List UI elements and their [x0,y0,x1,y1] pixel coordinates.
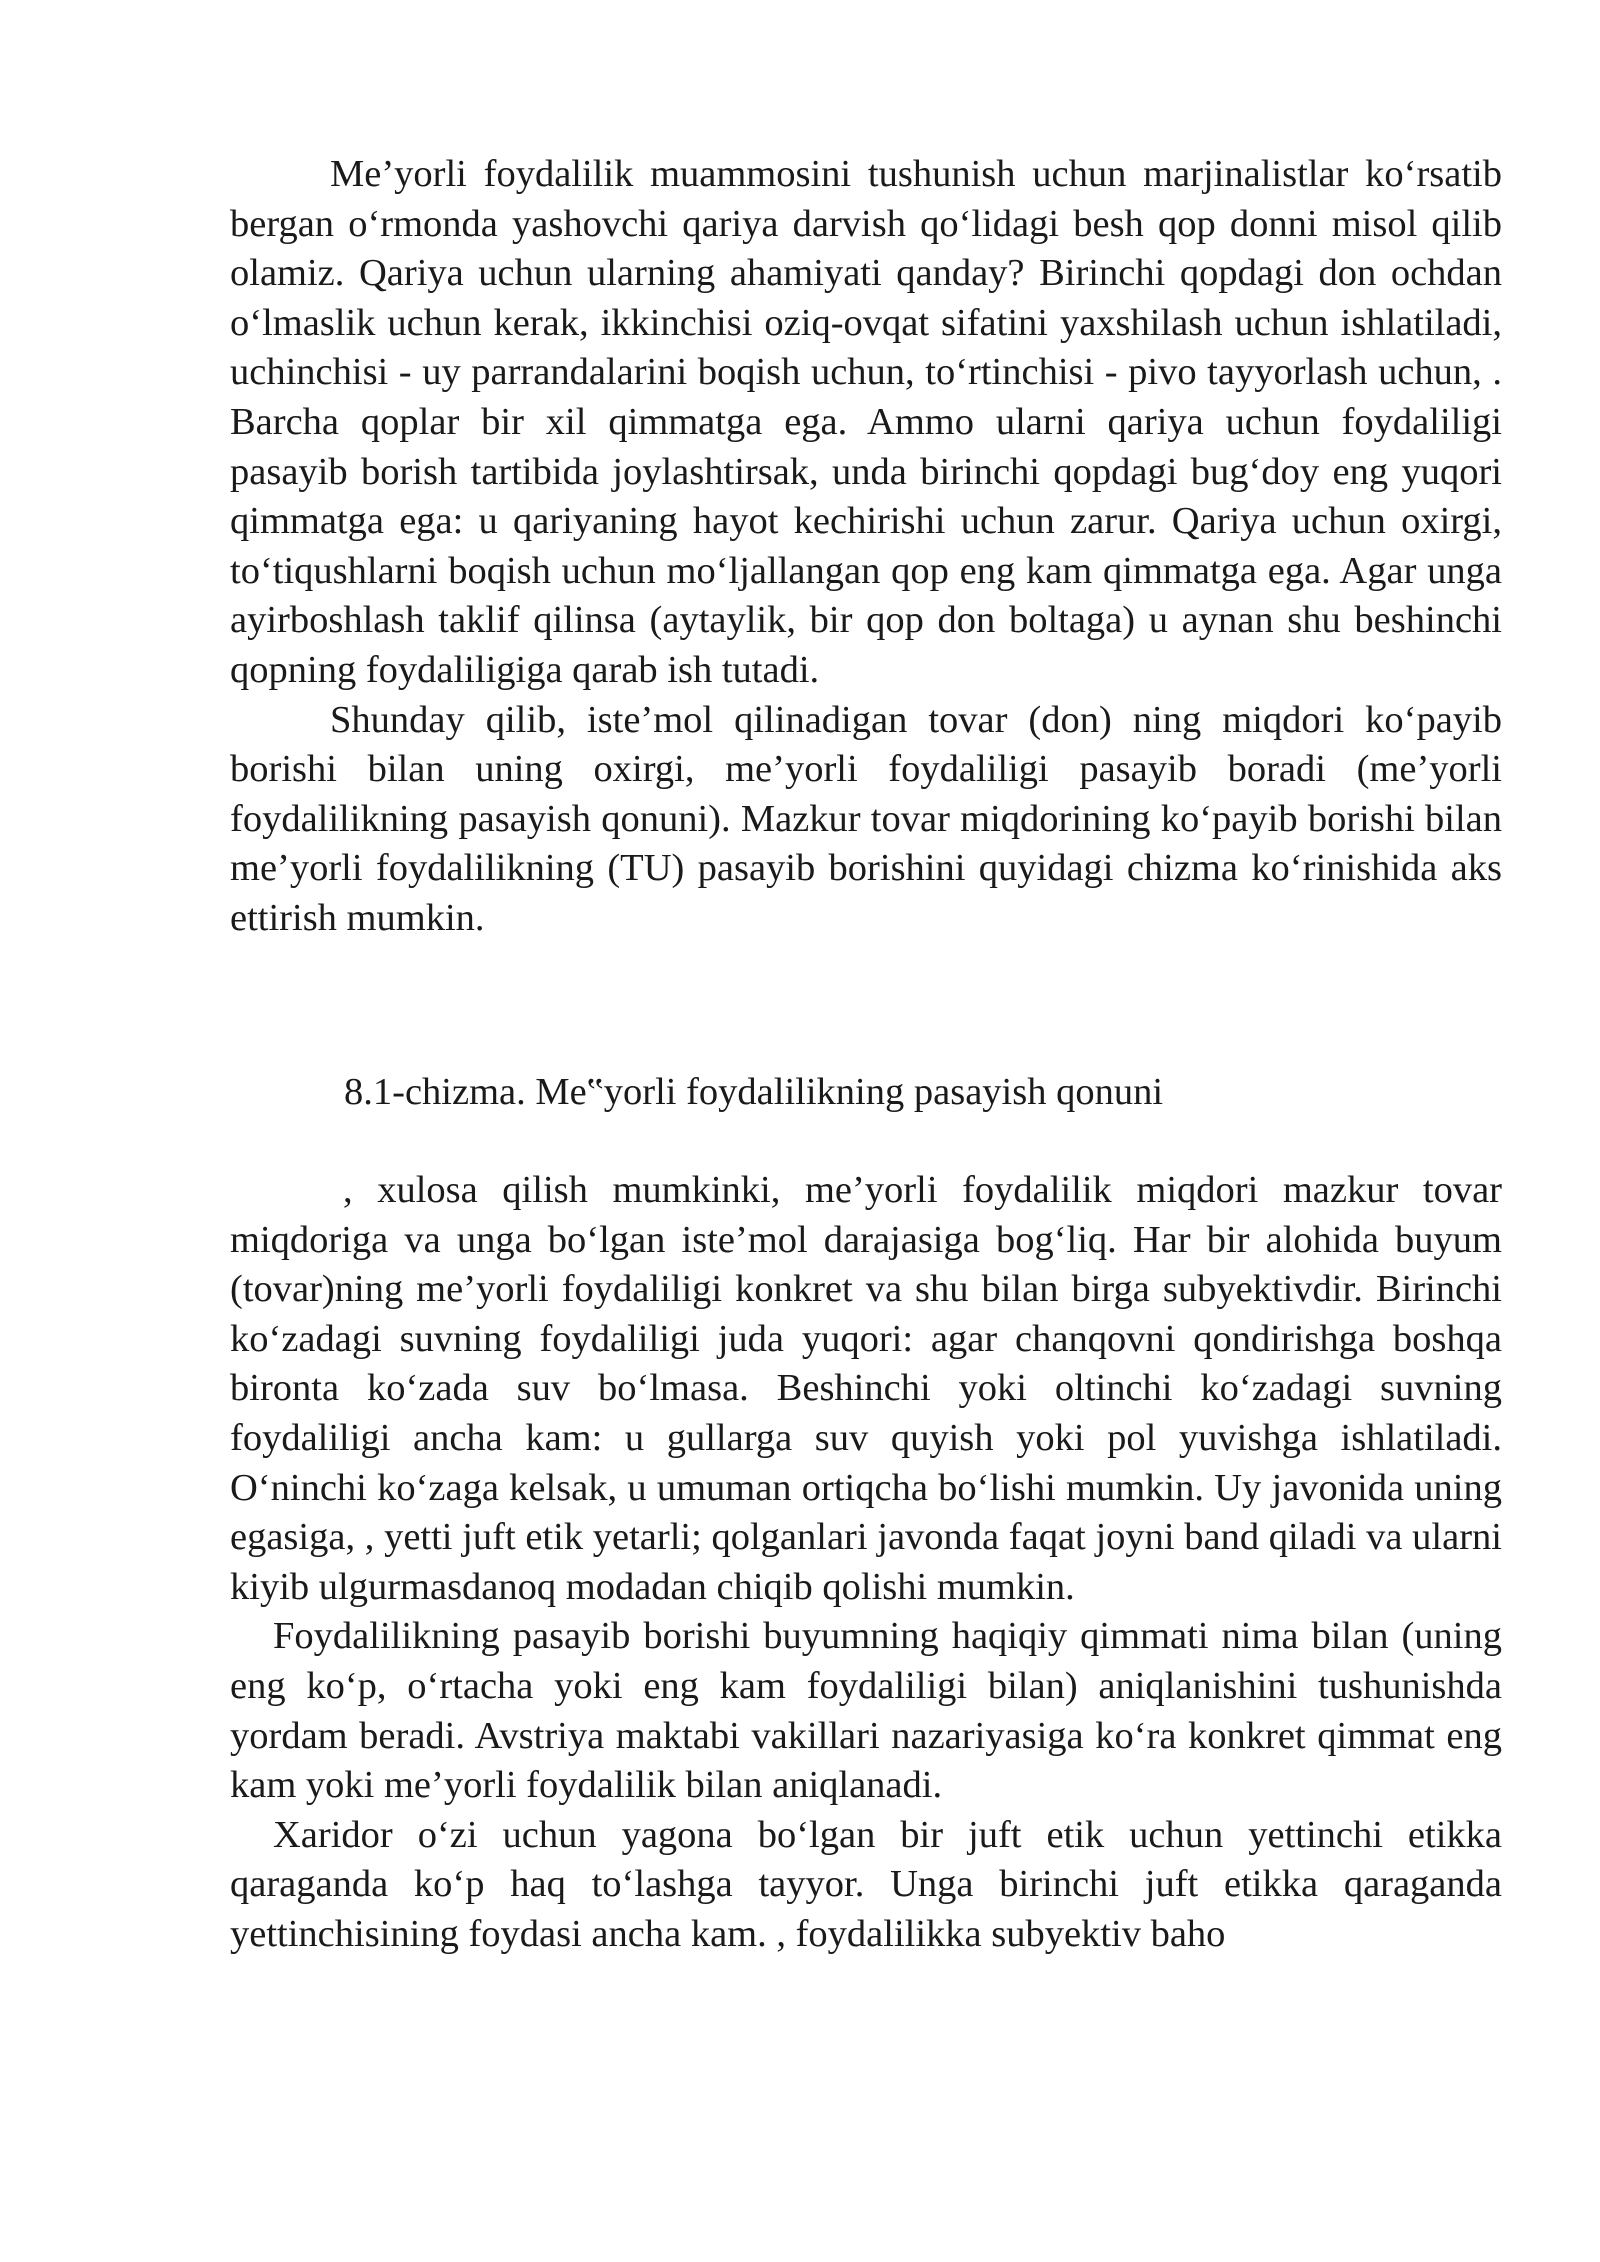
paragraph-buyer-boots: Xaridor o‘zi uchun yagona bo‘lgan bir juft etik uchun yettinchi etikka qaraganda ko‘p haq to‘lashga tayyor. Unga birinchi juft etikka qaraganda yettinchisining foydasi ancha kam. , foydalilikka subyektiv baho [230,1813,1502,1955]
paragraph-conclusion: , xulosa qilish mumkinki, me’yorli foydalilik miqdori mazkur tovar miqdoriga va unga bo‘lgan iste’mol darajasiga bog‘liq. Har bir alohida buyum (tovar)ning me’yorli foydaliligi konkret va shu bilan birga subyektivdir. Birinchi ko‘zadagi suvning foydaliligi juda yuqori: agar chanqovni qondirishga boshqa bironta ko‘zada suv bo‘lmasa. Beshinchi yoki oltinchi ko‘zadagi suvning foydaliligi ancha kam: u gullarga suv quyish yoki pol yuvishga ishlatiladi. O‘ninchi ko‘zaga kelsak, u umuman ortiqcha bo‘lishi mumkin. Uy javonida uning egasiga, , yetti juft etik yetarli; qolganlari javonda faqat joyni band qiladi va ularni kiyib ulgurmasdanoq modadan chiqib qolishi mumkin. [230,1169,1502,1608]
document-page [230,150,1502,1960]
figure-area [230,944,1502,1068]
paragraph-dervish-example: Me’yorli foydalilik muammosini tushunish uchun marjinalistlar ko‘rsatib bergan o‘rmonda yashovchi qariya darvish qo‘lidagi besh qop donni misol qilib olamiz. Qariya uchun ularning ahamiyati qanday? Birinchi qopdagi don ochdan o‘lmaslik uchun kerak, ikkinchisi oziq-ovqat sifatini yaxshilash uchun ishlatiladi, uchinchisi - uy parrandalarini boqish uchun, to‘rtinchisi - pivo tayyorlash uchun, . Barcha qoplar bir xil qimmatga ega. Ammo ularni qariya uchun foydaliligi pasayib borish tartibida joylashtirsak, unda birinchi qopdagi bug‘doy eng yuqori qimmatga ega: u qariyaning hayot kechirishi uchun zarur. Qariya uchun oxirgi, to‘tiqushlarni boqish uchun mo‘ljallangan qop eng kam qimmatga ega. Agar unga ayirboshlash taklif qilinsa (aytaylik, bir qop don boltaga) u aynan shu beshinchi qopning foydaliligiga qarab ish tutadi. [230,153,1502,691]
paragraph-diminishing-utility: Shunday qilib, iste’mol qilinadigan tovar (don) ning miqdori ko‘payib borishi bilan uning oxirgi, me’yorli foydaliligi pasayib boradi (me’yorli foydalilikning pasayish qonuni). Mazkur tovar miqdorining ko‘payib borishi bilan me’yorli foydalilikning (TU) pasayib borishini quyidagi chizma ko‘rinishida aks ettirish mumkin. [230,698,1502,939]
figure-caption: 8.1-chizma. Me‟yorli foydalilikning pasayish qonuni [344,1070,1164,1113]
paragraph-austrian-school: Foydalilikning pasayib borishi buyumning haqiqiy qimmati nima bilan (uning eng ko‘p, o‘rtacha yoki eng kam foydaliligi bilan) aniqlanishini tushunishda yordam beradi. Avstriya maktabi vakillari nazariyasiga ko‘ra konkret qimmat eng kam yoki me’yorli foydalilik bilan aniqlanadi. [230,1615,1502,1807]
